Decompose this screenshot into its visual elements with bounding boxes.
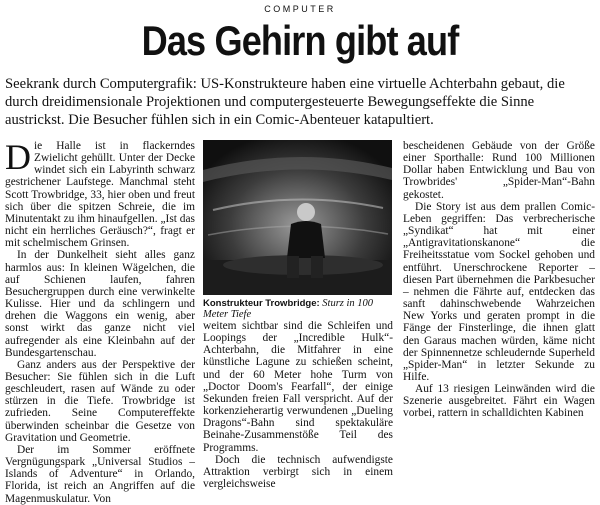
paragraph: Ganz anders aus der Perspektive der Besucher: Sie fühlen sich in die Luft geschleudert, rasen auf Wände zu oder stürzen in die Tiefe. Trowbridge ist zufrieden. Seine Computereffekte überwinden scheinbar die Gesetze von Gravitation und Geometrie. [5, 358, 195, 444]
drop-cap: D [5, 137, 31, 177]
paragraph: weitem sichtbar sind die Schleifen und Loopings der „Incredible Hulk“-Achterbahn, die Mitfahrer in eine künstliche Lagune zu schießen scheint, und der 60 Meter hohe Turm von „Doctor Doom's Fearfall“, der einige Sekunden freien Fall verspricht. Auf der korkenzieherartig verwundenen „Dueling Dragons“-Bahn sind spektakuläre Beinahe-Zusammenstöße Teil des Programms. [203, 320, 393, 454]
paragraph: Der im Sommer eröffnete Vergnügungspark „Universal Studios – Islands of Adventure“ in Orlando, Florida, ist reich an Angriffen auf die Magenmuskulatur. Von [5, 443, 195, 505]
paragraph: bescheidenen Gebäude von der Größe einer Sporthalle: Rund 100 Millionen Dollar haben Entwicklung und Bau von Trowbrides' „Spider-Man“-Bahn gekostet. [403, 140, 595, 201]
section-label: COMPUTER [264, 4, 336, 14]
photo-illustration [203, 140, 392, 295]
paragraph-text: ie Halle ist in flackerndes Zwielicht gehüllt. Unter der Decke windet sich ein Labyrinth schwarz gestrichener Laufstege. Manchmal steht Scott Trowbridge, 33, hier oben und freut sich über die spitzen Schreie, die im Minutentakt zu ihm hinaufgellen. „Ist das nicht ein herrliches Geräusch?“, fragt er mit schelmischem Grinsen. [5, 140, 195, 250]
paragraph: Auf 13 riesigen Leinwänden wird die Szenerie ausgebreitet. Fährt ein Wagen vorbei, rattern in schalldichten Kabinen [403, 383, 595, 420]
article-column-3 [403, 140, 595, 420]
lead-paragraph: Seekrank durch Computergrafik: US-Konstrukteure haben eine virtuelle Achterbahn gebaut, die durch dreidimensionale Projektionen und computergesteuerte Bewegungseffekte die Sinne austrickst. Die Besucher fühlen sich in ein Comic-Abenteuer katapultiert. [5, 76, 565, 128]
paragraph: Die Story ist aus dem prallen Comic-Leben gegriffen: Das verbrecherische „Syndikat“ hat mit einer „Antigravitationskanone“ die Freiheitsstatue vom Sockel gehoben und entführt. Unerschrockene Reporter – diesen Part übernehmen die Parkbesucher – nehmen die Fährte auf, entdecken das sanft dahinschwebende Wahrzeichen New Yorks und geraten prompt in die Fänge der Finsterlinge, die ihnen glatt den Garaus machen würden, käme nicht der Spinnennetze schleudernde Superheld „Spider-Man“ in letzter Sekunde zu Hilfe. [403, 200, 595, 383]
paragraph: Doch die technisch aufwendigste Attraktion verbirgt sich in einem vergleichsweise [203, 453, 393, 491]
article-column-1 [5, 137, 195, 505]
paragraph: In der Dunkelheit sieht alles ganz harmlos aus: In kleinen Wägelchen, die auf Schienen laufen, fahren Besuchergruppen durch eine verwinkelte Kulisse. Hier und da schlingern und drehen die Waggons ein wenig, aber sonst wirkt das ganze nicht viel aufregender als eine Kleinbahn auf der Bundesgartenschau. [5, 249, 195, 359]
article-photo [203, 140, 392, 295]
photo-caption [203, 298, 393, 320]
caption-text: Sturz in 100 Meter Tiefe [203, 298, 374, 320]
headline: Das Gehirn gibt auf [141, 17, 459, 64]
caption-name: Konstrukteur Trowbridge: [203, 298, 320, 309]
paragraph [5, 137, 195, 250]
article-column-2 [203, 320, 393, 490]
